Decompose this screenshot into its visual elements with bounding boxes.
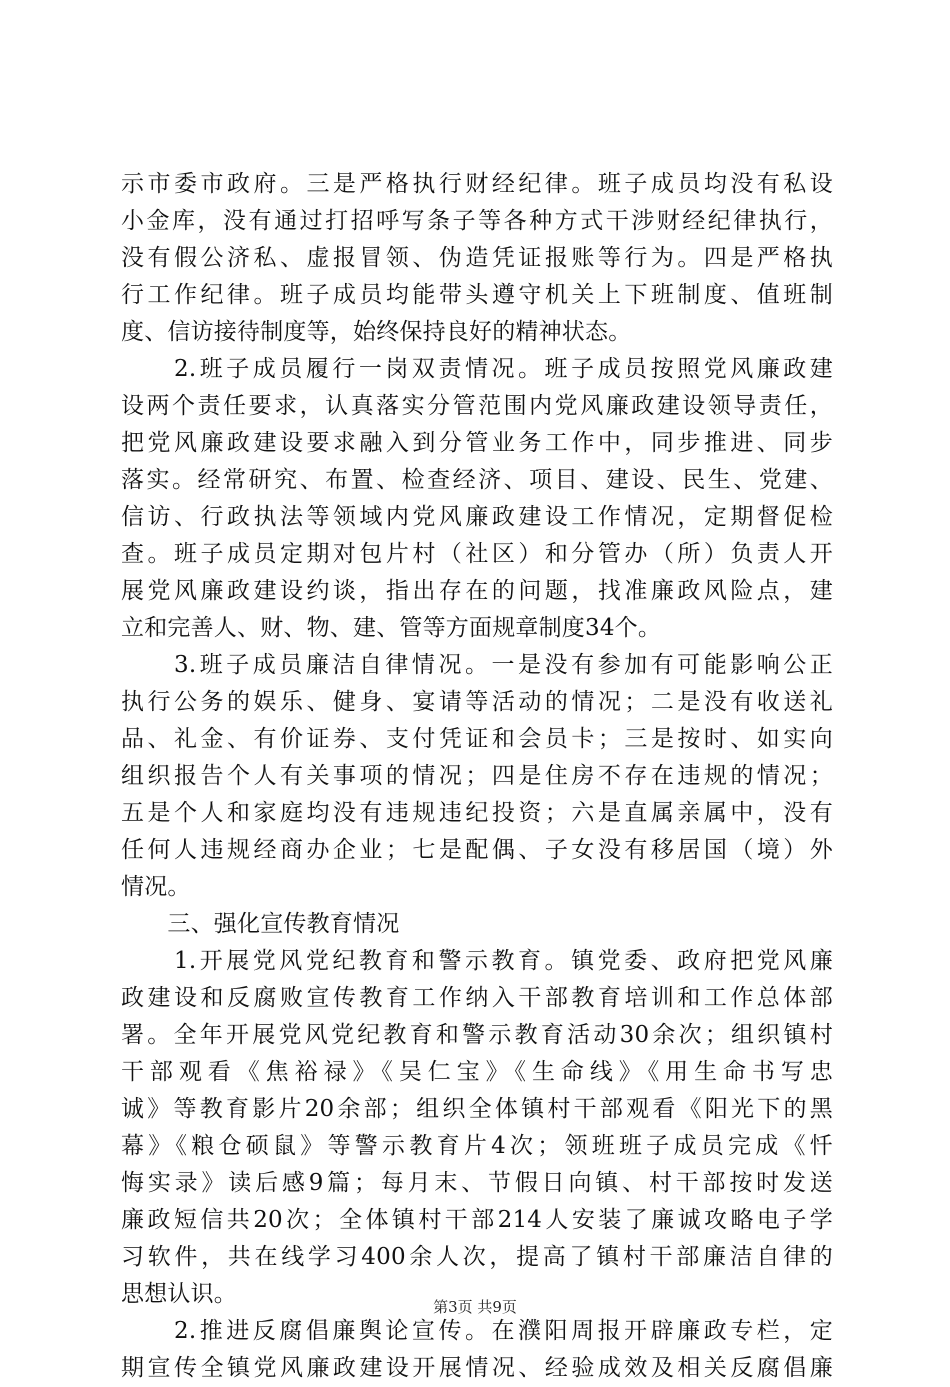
text-line: 幕》《粮仓硕鼠》等警示教育片4次；领班班子成员完成《忏 — [121, 1133, 833, 1159]
text-line: 信访、行政执法等领域内党风廉政建设工作情况，定期督促检 — [121, 504, 833, 530]
text-line: 1.开展党风党纪教育和警示教育。镇党委、政府把党风廉 — [121, 948, 833, 974]
text-line: 把党风廉政建设要求融入到分管业务工作中，同步推进、同步 — [121, 430, 833, 456]
text-line: 悔实录》读后感9篇；每月末、节假日向镇、村干部按时发送 — [121, 1170, 833, 1196]
text-line: 执行公务的娱乐、健身、宴请等活动的情况；二是没有收送礼 — [121, 689, 833, 715]
text-line: 期宣传全镇党风廉政建设开展情况、经验成效及相关反腐倡廉 — [121, 1355, 833, 1381]
text-line: 立和完善人、财、物、建、管等方面规章制度34个。 — [121, 615, 662, 641]
text-line: 查。班子成员定期对包片村（社区）和分管办（所）负责人开 — [121, 541, 833, 567]
text-line: 品、礼金、有价证券、支付凭证和会员卡；三是按时、如实向 — [121, 726, 833, 752]
text-line: 落实。经常研究、布置、检查经济、项目、建设、民生、党建、 — [121, 467, 833, 493]
text-line: 3.班子成员廉洁自律情况。一是没有参加有可能影响公正 — [121, 652, 833, 678]
text-line: 2.推进反腐倡廉舆论宣传。在濮阳周报开辟廉政专栏，定 — [121, 1318, 833, 1344]
text-line: 廉政短信共20次；全体镇村干部214人安装了廉诚攻略电子学 — [121, 1207, 833, 1233]
text-line: 度、信访接待制度等，始终保持良好的精神状态。 — [121, 319, 632, 345]
text-line: 情况。 — [121, 874, 191, 900]
text-line: 行工作纪律。班子成员均能带头遵守机关上下班制度、值班制 — [121, 282, 833, 308]
text-line: 2.班子成员履行一岗双责情况。班子成员按照党风廉政建 — [121, 356, 833, 382]
text-line: 思想认识。 — [121, 1281, 237, 1307]
text-line: 五是个人和家庭均没有违规违纪投资；六是直属亲属中，没有 — [121, 800, 833, 826]
text-line: 设两个责任要求，认真落实分管范围内党风廉政建设领导责任， — [121, 393, 833, 419]
text-line: 展党风廉政建设约谈，指出存在的问题，找准廉政风险点，建 — [121, 578, 833, 604]
document-body — [121, 166, 833, 1387]
text-line: 诚》等教育影片20余部；组织全体镇村干部观看《阳光下的黑 — [121, 1096, 833, 1122]
text-line: 政建设和反腐败宣传教育工作纳入干部教育培训和工作总体部 — [121, 985, 833, 1011]
page-number-footer: 第3页 共9页 — [433, 1298, 517, 1316]
text-line: 署。全年开展党风党纪教育和警示教育活动30余次；组织镇村 — [121, 1022, 833, 1048]
text-line: 干部观看《焦裕禄》《吴仁宝》《生命线》《用生命书写忠 — [121, 1059, 833, 1085]
text-line: 组织报告个人有关事项的情况；四是住房不存在违规的情况； — [121, 763, 833, 789]
text-line: 小金库，没有通过打招呼写条子等各种方式干涉财经纪律执行， — [121, 208, 833, 234]
text-line: 习软件，共在线学习400余人次，提高了镇村干部廉洁自律的 — [121, 1244, 833, 1270]
section-heading: 三、强化宣传教育情况 — [121, 911, 400, 937]
text-line: 示市委市政府。三是严格执行财经纪律。班子成员均没有私设 — [121, 171, 833, 197]
text-line: 任何人违规经商办企业；七是配偶、子女没有移居国（境）外 — [121, 837, 833, 863]
text-line: 没有假公济私、虚报冒领、伪造凭证报账等行为。四是严格执 — [121, 245, 833, 271]
